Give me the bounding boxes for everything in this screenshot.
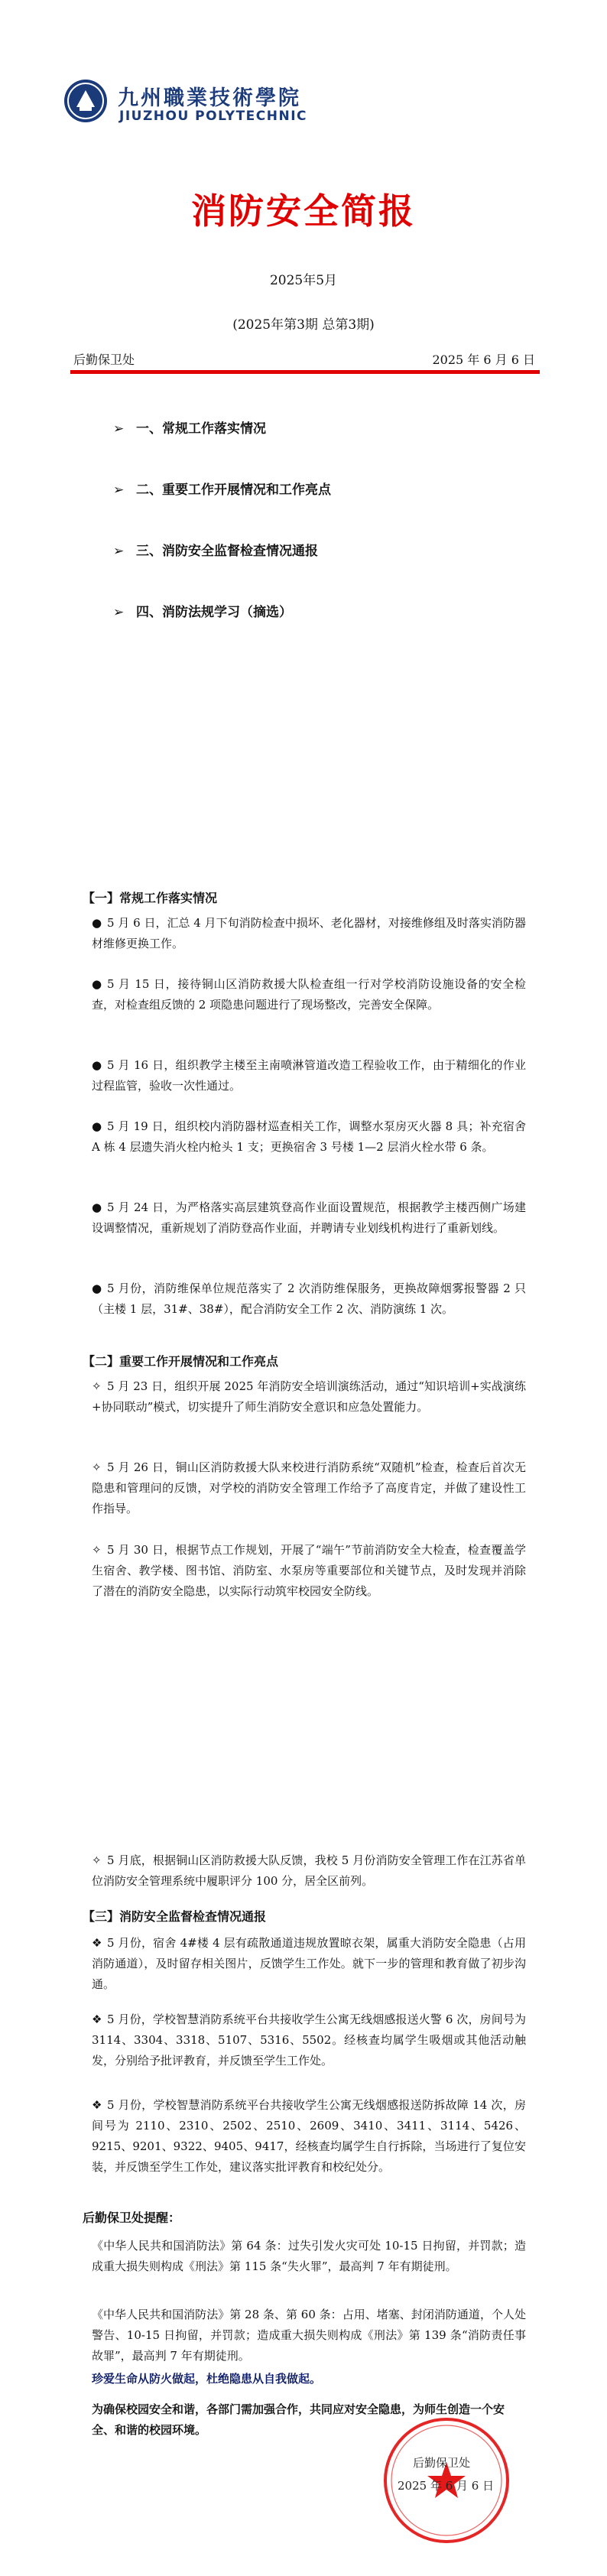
toc-bullet-icon: ➢ — [113, 482, 125, 498]
closing-statement: 为确保校园安全和谐，各部门需加强合作，共同应对安全隐患，为师生创造一个安全、和谐的校园环境。 — [92, 2402, 505, 2437]
bullet-icon: ● — [92, 916, 102, 930]
toc-bullet-icon: ➢ — [113, 605, 125, 620]
header-divider — [70, 370, 540, 374]
reminder-heading: 后勤保卫处提醒： — [83, 2211, 181, 2225]
bullet-icon: ✧ — [92, 1379, 102, 1393]
list-item: ✧ 5 月底，根据铜山区消防救援大队反馈，我校 5 月份消防安全管理工作在江苏省单位消防安全管理系统中履职评分 100 分，居全区前列。 — [92, 1850, 526, 1892]
toc-item: ➢ 二、重要工作开展情况和工作亮点 — [113, 482, 331, 498]
school-name-cn: 九州職業技術學院 — [118, 86, 301, 110]
list-item: ● 5 月 16 日，组织教学主楼至主南喷淋管道改造工程验收工作，由于精细化的作业过程监管，验收一次性通过。 — [92, 1055, 526, 1096]
bullet-icon: ● — [92, 1200, 102, 1214]
bullet-icon: ❖ — [92, 2098, 102, 2112]
list-item: ● 5 月 15 日，接待铜山区消防救援大队检查组一行对学校消防设施设备的安全检查，对检查组反馈的 2 项隐患问题进行了现场整改，完善安全保障。 — [92, 974, 526, 1015]
bullet-icon: ● — [92, 1058, 102, 1072]
report-month: 2025年5月 — [269, 273, 338, 288]
school-logo-icon — [63, 78, 109, 124]
bullet-icon: ● — [92, 977, 102, 991]
bullet-icon: ❖ — [92, 2012, 102, 2026]
school-name-en: JIUZHOU POLYTECHNIC — [119, 109, 308, 124]
list-item: ● 5 月份，消防维保单位规范落实了 2 次消防维保服务，更换故障烟雾报警器 2 只（主楼 1 层，31#、38#），配合消防安全工作 2 次、消防演练 1 次。 — [92, 1278, 526, 1320]
bullet-icon: ❖ — [92, 1936, 102, 1950]
section-heading: 【二】重要工作开展情况和工作亮点 — [83, 1354, 279, 1369]
page-title: 消防安全简报 — [191, 190, 416, 232]
bullet-icon: ✧ — [92, 1543, 102, 1557]
bullet-icon: ● — [92, 1282, 102, 1295]
law-item: 《中华人民共和国消防法》第 64 条：过失引发火灾可处 10-15 日拘留，并罚款；造成重大损失则构成《刑法》第 115 条“失火罪”，最高判 7 年有期徒刑。 — [92, 2239, 526, 2273]
toc-bullet-icon: ➢ — [113, 544, 125, 559]
publish-date: 2025 年 6 月 6 日 — [432, 352, 535, 367]
law-item: 《中华人民共和国消防法》第 28 条、第 60 条：占用、堵塞、封闭消防通道，个人处警告、10-15 日拘留，并罚款；造成重大损失则构成《刑法》第 139 条“消防责任事故罪”，最高判 7 年有期徒刑。 — [92, 2308, 526, 2363]
toc-item: ➢ 四、消防法规学习（摘选） — [113, 605, 292, 620]
list-item: ✧ 5 月 23 日，组织开展 2025 年消防安全培训演练活动，通过“知识培训+实战演练+协同联动”模式，切实提升了师生消防安全意识和应急处置能力。 — [92, 1376, 526, 1418]
department-label: 后勤保卫处 — [73, 352, 135, 367]
list-item: ✧ 5 月 30 日，根据节点工作规划，开展了“端午”节前消防安全大检查，检查覆盖学生宿舍、教学楼、图书馆、消防室、水泵房等重要部位和关键节点，及时发现并消除了潜在的消防安全隐患，以实际行动筑牢校园安全防线。 — [92, 1540, 526, 1602]
list-item: ❖ 5 月份，学校智慧消防系统平台共接收学生公寓无线烟感报送防拆故障 14 次，房间号为 2110、2310、2502、2510、2609、3410、3411、3114、5426、9215、9201、9322、9405、9417，经核查均属学生自行拆除，当场进行了复位安装，并反馈至学生工作处，建议落实批评教育和校纪处分。 — [92, 2095, 526, 2178]
bullet-icon: ✧ — [92, 1853, 102, 1867]
list-item: ● 5 月 6 日，汇总 4 月下旬消防检查中损坏、老化器材，对接维修组及时落实消防器材维修更换工作。 — [92, 913, 526, 954]
signature-department: 后勤保卫处 — [413, 2456, 471, 2470]
section-heading: 【一】常规工作落实情况 — [83, 891, 218, 905]
safety-slogan: 珍爱生命从防火做起，杜绝隐患从自我做起。 — [92, 2372, 322, 2386]
list-item: ● 5 月 24 日，为严格落实高层建筑登高作业面设置规范，根据教学主楼西侧广场建设调整情况，重新规划了消防登高作业面，并聘请专业划线机构进行了重新划线。 — [92, 1197, 526, 1239]
bullet-icon: ✧ — [92, 1460, 102, 1474]
list-item: ❖ 5 月份，宿舍 4#楼 4 层有疏散通道违规放置晾衣架，属重大消防安全隐患（占用消防通道），及时留存相关图片，反馈学生工作处。就下一步的管理和教育做了初步沟通。 — [92, 1933, 526, 1995]
toc-bullet-icon: ➢ — [113, 421, 125, 437]
list-item: ❖ 5 月份，学校智慧消防系统平台共接收学生公寓无线烟感报送火警 6 次，房间号为 3114、3304、3318、5107、5316、5502。经核查均属学生吸烟或其他活动触发，分别给予批评教育，并反馈至学生工作处。 — [92, 2009, 526, 2071]
toc-item: ➢ 一、常规工作落实情况 — [113, 421, 266, 437]
list-item: ✧ 5 月 26 日，铜山区消防救援大队来校进行消防系统“双随机”检查，检查后首次无隐患和管理问的反馈，对学校的消防安全管理工作给予了高度肯定，并做了建设性工作指导。 — [92, 1457, 526, 1519]
issue-number: (2025年第3期 总第3期) — [232, 317, 375, 333]
toc-item: ➢ 三、消防安全监督检查情况通报 — [113, 544, 318, 559]
list-item: ● 5 月 19 日，组织校内消防器材巡查相关工作，调整水泵房灭火器 8 具；补充宿舍 A 栋 4 层遗失消火栓内枪头 1 支；更换宿舍 3 号楼 1—2 层消火栓水带 6 条。 — [92, 1116, 526, 1158]
signature-date: 2025 年 6 月 6 日 — [398, 2479, 495, 2493]
section-heading: 【三】消防安全监督检查情况通报 — [83, 1909, 267, 1924]
bullet-icon: ● — [92, 1119, 102, 1133]
